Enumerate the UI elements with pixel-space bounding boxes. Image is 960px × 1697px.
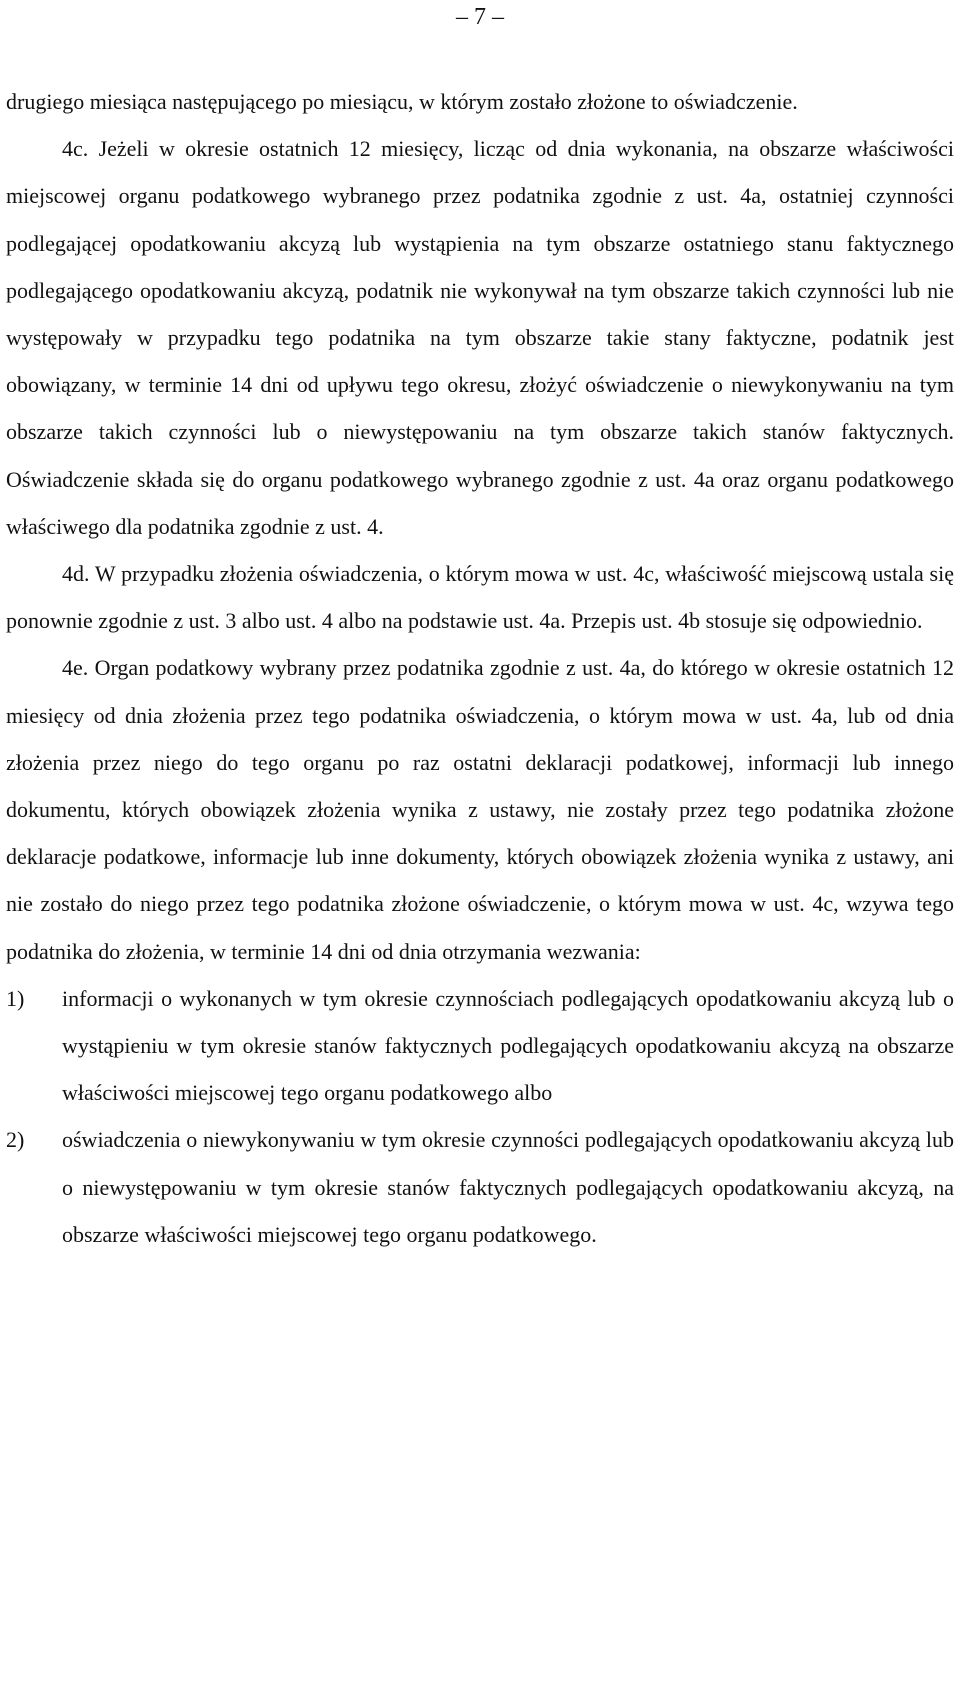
list-item (6, 1116, 954, 1258)
paragraph-4d: 4d. W przypadku złożenia oświadczenia, o którym mowa w ust. 4c, właściwość miejscową ustala się ponownie zgodnie z ust. 3 albo ust. 4 albo na podstawie ust. 4a. Przepis ust. 4b stosuje się odpowiednio. (6, 561, 954, 634)
paragraph-continuation: drugiego miesiąca następującego po miesiącu, w którym zostało złożone to oświadczenie. (6, 89, 798, 114)
list-item-number: 1) (6, 985, 25, 1011)
list-item-text: informacji o wykonanych w tym okresie czynnościach podlegających opodatkowaniu akcyzą lub o wystąpieniu w tym okresie stanów faktycznych podlegających opodatkowaniu akcyzą na obszarze właściwości miejscowej tego organu podatkowego albo (62, 985, 954, 1106)
list-item-text: oświadczenia o niewykonywaniu w tym okresie czynności podlegających opodatkowaniu akcyzą lub o niewystępowaniu w tym okresie stanów faktycznych podlegających opodatkowaniu akcyzą, na obszarze właściwości miejscowej tego organu podatkowego. (62, 1127, 954, 1247)
list-item (6, 975, 954, 1117)
paragraph-4e: 4e. Organ podatkowy wybrany przez podatnika zgodnie z ust. 4a, do którego w okresie ostatnich 12 miesięcy od dnia złożenia przez tego podatnika oświadczenia, o którym mowa w ust. 4a, lub od dnia złożenia przez niego do tego organu po raz ostatni deklaracji podatkowej, informacji lub innego dokumentu, których obowiązek złożenia wynika z ustawy, nie zostały przez tego podatnika złożone deklaracje podatkowe, informacje lub inne dokumenty, których obowiązek złożenia wynika z ustawy, ani nie zostało do niego przez tego podatnika złożone oświadczenie, o którym mowa w ust. 4c, wzywa tego podatnika do złożenia, w terminie 14 dni od dnia otrzymania wezwania: (6, 655, 954, 964)
document-body (6, 78, 954, 1258)
page-number: – 7 – (456, 4, 504, 30)
paragraph-4c: 4c. Jeżeli w okresie ostatnich 12 miesięcy, licząc od dnia wykonania, na obszarze właściwości miejscowej organu podatkowego wybranego przez podatnika zgodnie z ust. 4a, ostatniej czynności podlegającej opodatkowaniu akcyzą lub wystąpienia na tym obszarze ostatniego stanu faktycznego podlegającego opodatkowaniu akcyzą, podatnik nie wykonywał na tym obszarze takich czynności lub nie występowały w przypadku tego podatnika na tym obszarze takie stany faktyczne, podatnik jest obowiązany, w terminie 14 dni od upływu tego okresu, złożyć oświadczenie o niewykonywaniu na tym obszarze takich czynności lub o niewystępowaniu na tym obszarze takich stanów faktycznych. Oświadczenie składa się do organu podatkowego wybranego zgodnie z ust. 4a oraz organu podatkowego właściwego dla podatnika zgodnie z ust. 4. (6, 136, 954, 539)
enumerated-list (6, 975, 954, 1258)
list-item-number: 2) (6, 1127, 25, 1153)
